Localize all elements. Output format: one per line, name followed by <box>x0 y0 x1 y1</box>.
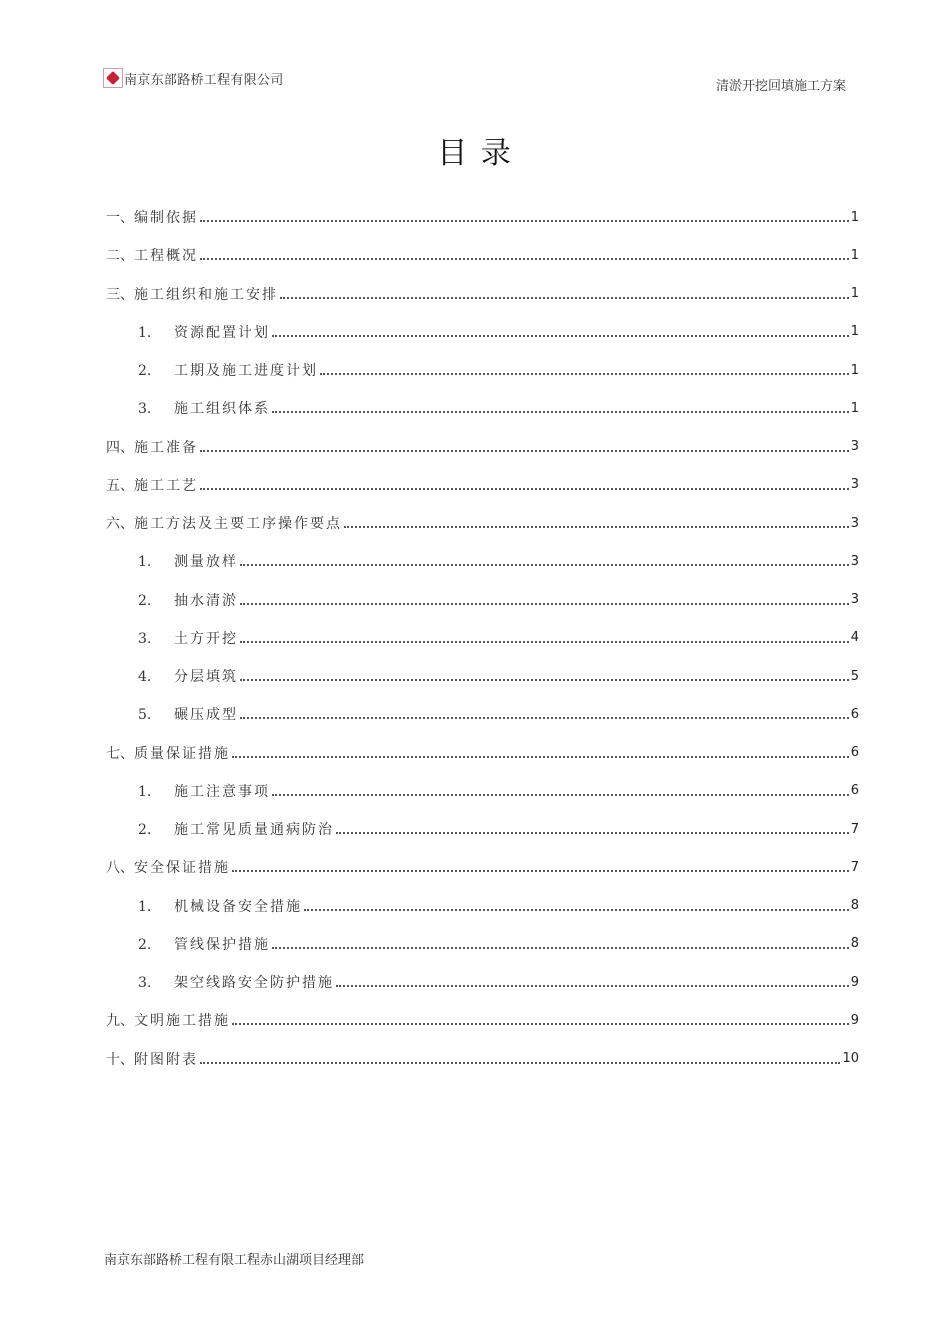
toc-entry-label <box>106 1049 198 1069</box>
toc-entry-number: 4. <box>138 669 152 686</box>
toc-entry-label <box>106 1010 230 1030</box>
toc-entry-label <box>106 513 342 533</box>
page-footer: 南京东部路桥工程有限工程赤山湖项目经理部 <box>104 1253 365 1268</box>
toc-entry[interactable] <box>106 925 859 963</box>
toc-entry[interactable] <box>106 275 859 313</box>
toc-entry-label <box>138 360 318 380</box>
page-header-left <box>103 68 284 88</box>
toc-leader-dots <box>336 985 849 987</box>
toc-entry-page: 8 <box>850 898 859 914</box>
toc-entry-number: 十、 <box>106 1051 134 1068</box>
toc-entry-page: 7 <box>850 821 859 837</box>
toc-leader-dots <box>232 756 849 758</box>
toc-leader-dots <box>336 832 849 834</box>
toc-entry-label <box>138 819 334 839</box>
table-of-contents <box>106 198 859 1078</box>
header-company-name: 南京东部路桥工程有限公司 <box>124 72 284 88</box>
toc-leader-dots <box>232 1023 849 1025</box>
toc-entry-label <box>138 322 270 342</box>
toc-entry-page: 9 <box>850 974 859 990</box>
toc-leader-dots <box>240 564 849 566</box>
toc-entry-page: 1 <box>850 324 859 340</box>
toc-entry-number: 3. <box>138 630 152 647</box>
toc-entry-text: 施工常见质量通病防治 <box>174 822 334 839</box>
toc-entry[interactable] <box>106 657 859 695</box>
toc-entry-number: 1. <box>138 324 152 341</box>
toc-entry-number: 5. <box>138 707 152 724</box>
toc-entry-number: 四、 <box>106 439 134 456</box>
toc-entry-text: 附图附表 <box>134 1051 198 1068</box>
toc-entry[interactable] <box>106 734 859 772</box>
toc-entry-text: 安全保证措施 <box>134 860 230 877</box>
toc-leader-dots <box>320 373 849 375</box>
toc-entry-label <box>106 475 198 495</box>
toc-entry-page: 1 <box>850 400 859 416</box>
toc-entry-label <box>138 972 334 992</box>
toc-entry-number: 1. <box>138 783 152 800</box>
toc-leader-dots <box>200 258 849 260</box>
toc-leader-dots <box>200 450 849 452</box>
toc-entry-number: 1. <box>138 898 152 915</box>
toc-entry-label <box>138 666 238 686</box>
toc-leader-dots <box>240 679 849 681</box>
toc-entry[interactable] <box>106 619 859 657</box>
toc-entry-number: 3. <box>138 975 152 992</box>
toc-entry-page: 6 <box>850 706 859 722</box>
toc-entry-text: 施工方法及主要工序操作要点 <box>134 516 342 533</box>
toc-entry-number: 2. <box>138 592 152 609</box>
toc-entry[interactable] <box>106 772 859 810</box>
toc-entry-number: 1. <box>138 554 152 571</box>
toc-leader-dots <box>272 794 849 796</box>
toc-entry[interactable] <box>106 351 859 389</box>
toc-entry-text: 施工组织和施工安排 <box>134 286 278 303</box>
toc-leader-dots <box>280 297 849 299</box>
toc-entry-number: 一、 <box>106 210 134 227</box>
toc-leader-dots <box>304 909 849 911</box>
toc-entry-text: 施工准备 <box>134 439 198 456</box>
toc-entry[interactable] <box>106 389 859 427</box>
toc-entry[interactable] <box>106 1001 859 1039</box>
toc-entry-label <box>106 284 278 304</box>
toc-leader-dots <box>344 526 849 528</box>
toc-entry[interactable] <box>106 1040 859 1078</box>
logo-mark-icon <box>106 71 120 85</box>
toc-entry-number: 六、 <box>106 516 134 533</box>
toc-entry-text: 机械设备安全措施 <box>174 898 302 915</box>
toc-entry-text: 管线保护措施 <box>174 936 270 953</box>
toc-leader-dots <box>200 1062 840 1064</box>
toc-entry-page: 8 <box>850 936 859 952</box>
toc-entry-label <box>106 743 230 763</box>
toc-leader-dots <box>272 947 849 949</box>
toc-entry-page: 5 <box>850 668 859 684</box>
toc-entry-number: 八、 <box>106 860 134 877</box>
toc-entry-page: 3 <box>850 592 859 608</box>
toc-entry-number: 3. <box>138 401 152 418</box>
toc-entry-page: 10 <box>842 1051 859 1067</box>
toc-entry-text: 碾压成型 <box>174 707 238 724</box>
toc-entry-number: 二、 <box>106 248 134 265</box>
toc-entry-number: 九、 <box>106 1013 134 1030</box>
toc-entry-text: 文明施工措施 <box>134 1013 230 1030</box>
toc-entry-label <box>138 896 302 916</box>
toc-entry-text: 施工工艺 <box>134 477 198 494</box>
toc-entry-text: 工程概况 <box>134 248 198 265</box>
toc-leader-dots <box>200 488 849 490</box>
toc-entry-page: 9 <box>850 1012 859 1028</box>
company-logo <box>103 68 123 88</box>
toc-entry[interactable] <box>106 887 859 925</box>
toc-entry-label <box>106 207 198 227</box>
toc-entry-label <box>106 437 198 457</box>
toc-leader-dots <box>272 411 849 413</box>
toc-entry-label <box>106 245 198 265</box>
toc-leader-dots <box>272 335 849 337</box>
toc-entry-page: 1 <box>850 247 859 263</box>
toc-entry-page: 1 <box>850 286 859 302</box>
toc-entry-page: 6 <box>850 745 859 761</box>
toc-entry[interactable] <box>106 466 859 504</box>
toc-entry-text: 测量放样 <box>174 554 238 571</box>
toc-entry-label <box>138 551 238 571</box>
toc-entry-page: 3 <box>850 515 859 531</box>
toc-entry-number: 2. <box>138 822 152 839</box>
toc-entry-page: 3 <box>850 477 859 493</box>
toc-entry-number: 五、 <box>106 477 134 494</box>
toc-entry[interactable] <box>106 313 859 351</box>
toc-entry-label <box>138 398 270 418</box>
toc-leader-dots <box>232 870 849 872</box>
toc-entry[interactable] <box>106 810 859 848</box>
toc-entry-text: 分层填筑 <box>174 669 238 686</box>
toc-leader-dots <box>200 220 849 222</box>
toc-entry-page: 1 <box>850 209 859 225</box>
toc-leader-dots <box>240 717 849 719</box>
toc-entry[interactable] <box>106 581 859 619</box>
toc-entry-label <box>106 857 230 877</box>
toc-entry-label <box>138 704 238 724</box>
toc-entry-label <box>138 628 238 648</box>
toc-entry[interactable] <box>106 504 859 542</box>
toc-entry-number: 三、 <box>106 286 134 303</box>
toc-entry[interactable] <box>106 236 859 274</box>
toc-entry-number: 2. <box>138 363 152 380</box>
toc-entry-label <box>138 934 270 954</box>
toc-entry-text: 质量保证措施 <box>134 745 230 762</box>
toc-entry-text: 工期及施工进度计划 <box>174 363 318 380</box>
toc-entry-page: 3 <box>850 553 859 569</box>
toc-leader-dots <box>240 603 849 605</box>
toc-entry-page: 1 <box>850 362 859 378</box>
toc-entry-page: 4 <box>850 630 859 646</box>
toc-entry-label <box>138 781 270 801</box>
toc-entry-number: 七、 <box>106 745 134 762</box>
toc-entry-page: 7 <box>850 859 859 875</box>
toc-entry-number: 2. <box>138 936 152 953</box>
toc-entry[interactable] <box>106 542 859 580</box>
header-document-title: 清淤开挖回填施工方案 <box>715 79 846 94</box>
page-title: 目 录 <box>437 136 513 171</box>
toc-entry-text: 施工组织体系 <box>174 401 270 418</box>
toc-entry[interactable] <box>106 963 859 1001</box>
toc-entry[interactable] <box>106 848 859 886</box>
toc-entry-text: 资源配置计划 <box>174 324 270 341</box>
toc-leader-dots <box>240 641 849 643</box>
toc-entry[interactable] <box>106 428 859 466</box>
toc-entry-page: 6 <box>850 783 859 799</box>
toc-entry[interactable] <box>106 198 859 236</box>
toc-entry-text: 架空线路安全防护措施 <box>174 975 334 992</box>
toc-entry-text: 编制依据 <box>134 210 198 227</box>
toc-entry-label <box>138 590 238 610</box>
toc-entry-page: 3 <box>850 439 859 455</box>
toc-entry[interactable] <box>106 695 859 733</box>
toc-entry-text: 土方开挖 <box>174 630 238 647</box>
toc-entry-text: 抽水清淤 <box>174 592 238 609</box>
toc-entry-text: 施工注意事项 <box>174 783 270 800</box>
